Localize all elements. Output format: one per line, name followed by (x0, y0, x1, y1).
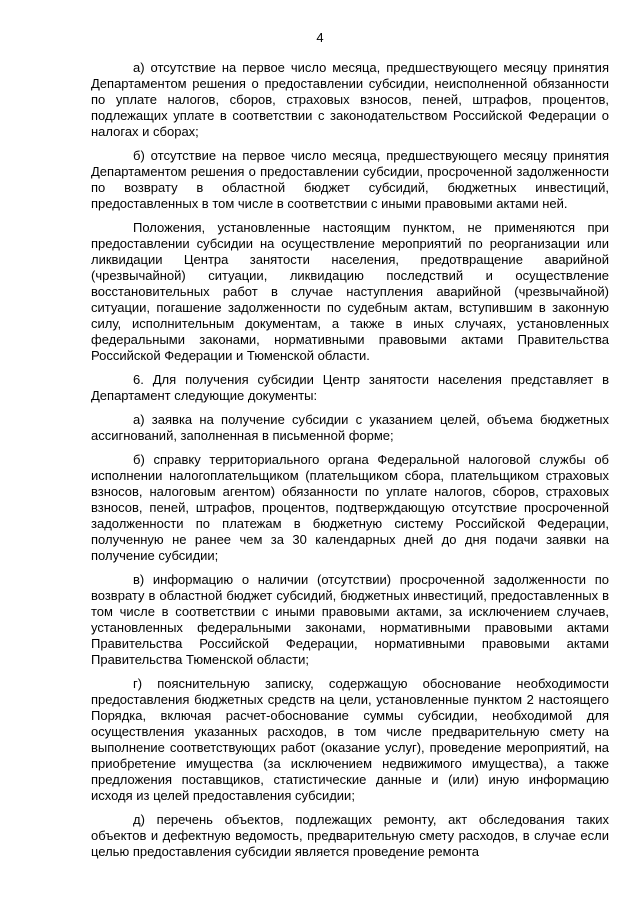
paragraph-exceptions: Положения, установленные настоящим пунктом, не применяются при предоставлении субсидии на осуществление мероприятий по реорганизации или ликвидации Центра занятости населения, предотвращение аварийной (чрезвычайной) ситуации, ликвидацию последствий и осуществление восстановительных работ в случае наступления аварийной (чрезвычайной) ситуации, погашение задолженности по судебным актам, вступившим в законную силу, исполнительным документам, а также в иных случаях, установленных федеральными законами, нормативными правовыми актами Правительства Российской Федерации и Тюменской области. (91, 220, 609, 363)
paragraph-6-documents: 6. Для получения субсидии Центр занятости населения представляет в Департамент следующие документы: (91, 372, 609, 403)
paragraph-6d-repair-list: д) перечень объектов, подлежащих ремонту, акт обследования таких объектов и дефектную ведомость, предварительную смету расходов, в случае если целью предоставления субсидии является проведение ремонта (91, 812, 609, 859)
paragraph-6v-debt-information: в) информацию о наличии (отсутствии) просроченной задолженности по возврату в областной бюджет субсидий, бюджетных инвестиций, предоставленных в том числе в соответствии с иными правовыми актами, за исключением случаев, установленных федеральными законами, нормативными правовыми актами Правительства Российской Федерации, нормативными правовыми актами Правительства Тюменской области; (91, 572, 609, 667)
paragraph-a-tax-debt: а) отсутствие на первое число месяца, предшествующего месяцу принятия Департаментом решения о предоставлении субсидии, неисполненной обязанности по уплате налогов, сборов, страховых взносов, пеней, штрафов, процентов, подлежащих уплате в соответствии с законодательством Российской Федерации о налогах и сборах; (91, 60, 609, 139)
paragraph-b-overdue-debt: б) отсутствие на первое число месяца, предшествующего месяцу принятия Департаментом решения о предоставлении субсидии, просроченной задолженности по возврату в областной бюджет субсидий, бюджетных инвестиций, предоставленных в том числе в соответствии с иными правовыми актами ней. (91, 148, 609, 211)
paragraph-6g-explanatory-note: г) пояснительную записку, содержащую обоснование необходимости предоставления бюджетных средств на цели, установленные пунктом 2 настоящего Порядка, включая расчет-обоснование суммы субсидии, необходимой для осуществления указанных расходов, в том числе предварительную смету на выполнение соответствующих работ (оказание услуг), проведение мероприятий, на приобретение имущества (за исключением недвижимого имущества), а также предложения поставщиков, статистические данные и (или) иную информацию исходя из целей предоставления субсидии; (91, 676, 609, 803)
paragraph-6a-application: а) заявка на получение субсидии с указанием целей, объема бюджетных ассигнований, заполненная в письменной форме; (91, 412, 609, 443)
page-number: 4 (316, 30, 324, 45)
document-body (91, 60, 609, 860)
paragraph-6b-tax-certificate: б) справку территориального органа Федеральной налоговой службы об исполнении налогоплательщиком (плательщиком сбора, плательщиком страховых взносов, налоговым агентом) обязанности по уплате налогов, сборов, страховых взносов, пеней, штрафов, процентов, подтверждающую отсутствие просроченной задолженности по платежам в бюджетную систему Российской Федерации, полученную не ранее чем за 30 календарных дней до дня подачи заявки на получение субсидии; (91, 452, 609, 563)
